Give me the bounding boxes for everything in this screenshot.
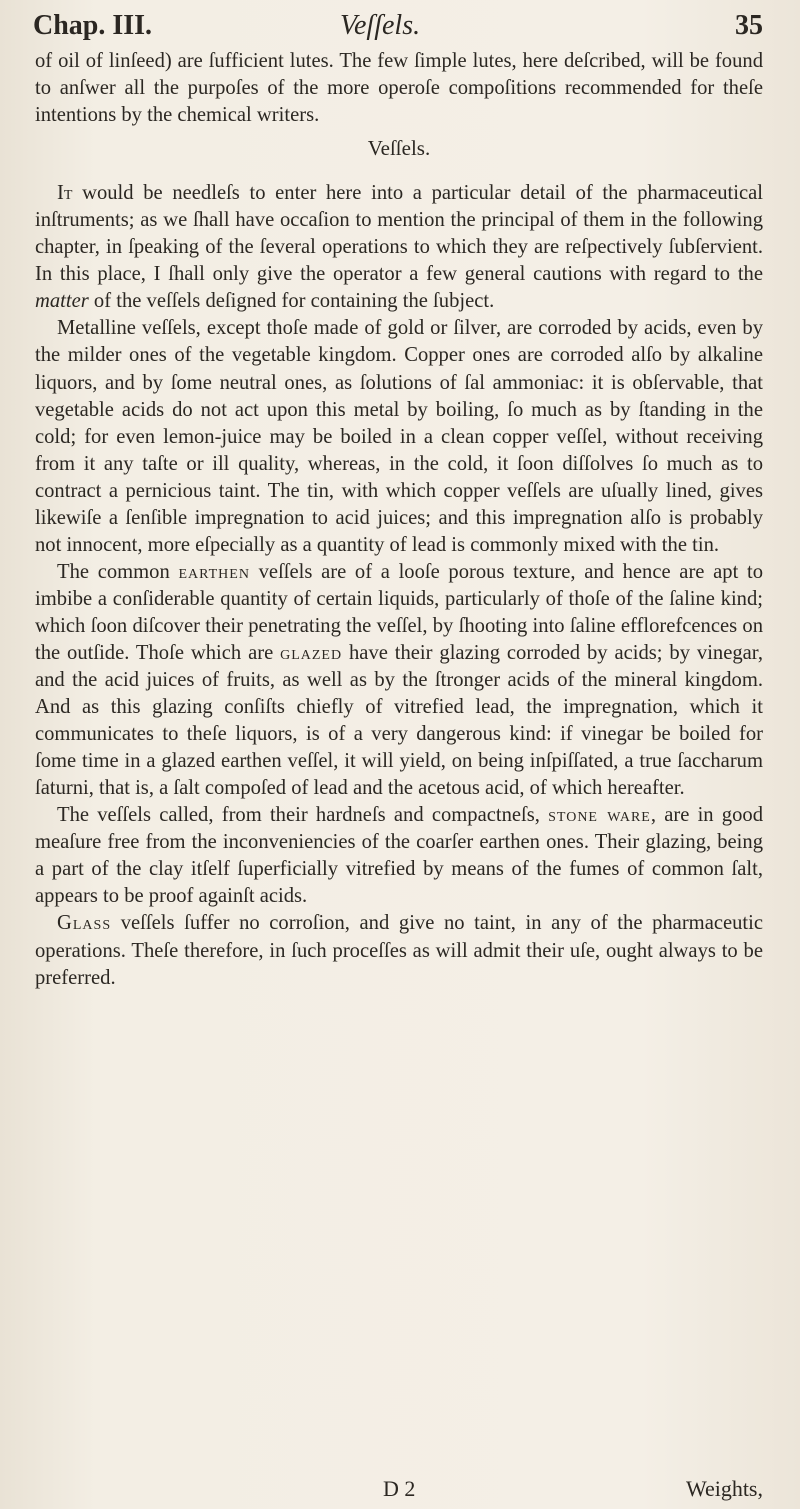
running-title: Veſſels. (340, 10, 421, 41)
paragraph-text: would be needleſs to enter here into a particular detail of the pharmaceutical inſtruments; as we ſhall have occaſion to mention the principal of them in the following chapter, in ſpeaking of the ſeveral operations to which they are reſpectively ſubſervient. In this place, I ſhall only give the operator a few general cautions with regard to the (35, 182, 763, 286)
catchword: Weights, (685, 1476, 763, 1501)
intro-paragraph: of oil of linſeed) are ſufficient lutes. The few ſimple lutes, here deſcribed, will be found to anſwer all the purpoſes of the more operoſe compoſitions recommended for theſe intentions by the chemical writers. (35, 50, 763, 127)
paragraph-text: of the veſſels deſigned for containing the ſubject. (88, 290, 495, 313)
running-header (33, 10, 763, 50)
italic-word: matter (35, 290, 89, 313)
small-caps-term: Glass (57, 912, 112, 935)
chapter-label: Chap. III. (33, 10, 153, 41)
drop-word: It (57, 182, 73, 205)
small-caps-term: glazed (280, 641, 343, 664)
paragraph-earthen (35, 559, 763, 802)
page-number: 35 (735, 10, 763, 41)
page-footer (35, 1476, 763, 1506)
paragraph-stoneware (35, 802, 763, 910)
signature-mark: D 2 (383, 1476, 416, 1501)
small-caps-term: stone ware (548, 804, 651, 827)
body-text (35, 48, 763, 992)
paragraph-text: , are in good meaſure free from the inconveniencies of the coarſer earthen ones. Their glazing, being a part of the clay itſelf ſuperficially vitrefied by means of the fumes of common ſalt, appears to be proof againſt acids. (35, 804, 763, 908)
paragraph-text: have their glazing corroded by acids; by vinegar, and the acid juices of fruits, as well as by the ſtronger acids of the mineral kingdom. And as this glazing conſiſts chiefly of vitrefied lead, the impregnation, which it communicates to theſe liquors, is of a very dangerous kind: if vinegar be boiled for ſome time in a glazed earthen veſſel, it will yield, on being inſpiſſated, a true ſaccharum ſaturni, that is, a ſalt compoſed of lead and the acetous acid, of which hereafter. (35, 641, 763, 800)
paragraph-text: veſſels ſuffer no corroſion, and give no taint, in any of the pharmaceutic operations. Theſe therefore, in ſuch proceſſes as will admit their uſe, ought always to be preferred. (35, 912, 763, 989)
paragraph-instruments (35, 180, 763, 315)
section-heading: Veſſels. (367, 136, 431, 161)
paragraph-text: veſſels are of a looſe porous texture, and hence are apt to imbibe a conſiderable quantity of certain liquids, particularly of thoſe of the ſaline kind; which ſoon diſcover their penetrating the veſſel, by ſhooting into ſaline efflorefcences on the outſide. Thoſe which are (35, 560, 763, 664)
paragraph-glass (35, 910, 763, 991)
paragraph-text: The veſſels called, from their hardneſs and compactneſs, (57, 804, 549, 827)
small-caps-term: earthen (178, 560, 250, 583)
paragraph-metalline: Metalline veſſels, except thoſe made of gold or ſilver, are corroded by acids, even by the milder ones of the vegetable kingdom. Copper ones are corroded alſo by alkaline liquors, and by ſome neutral ones, as ſolutions of ſal ammoniac: it is obſervable, that vegetable acids do not act upon this metal by boiling, ſo much as by ſtanding in the cold; for even lemon-juice may be boiled in a clean copper veſſel, without receiving from it any taſte or ill quality, whereas, in the cold, it ſoon diſſolves ſo much as to contract a pernicious taint. The tin, with which copper veſſels are uſually lined, gives likewiſe a ſenſible impregnation to acid juices; and this impregnation alſo is probably not innocent, more eſpecially as a quantity of lead is commonly mixed with the tin. (35, 317, 763, 556)
paragraph-text: The common (57, 560, 179, 583)
